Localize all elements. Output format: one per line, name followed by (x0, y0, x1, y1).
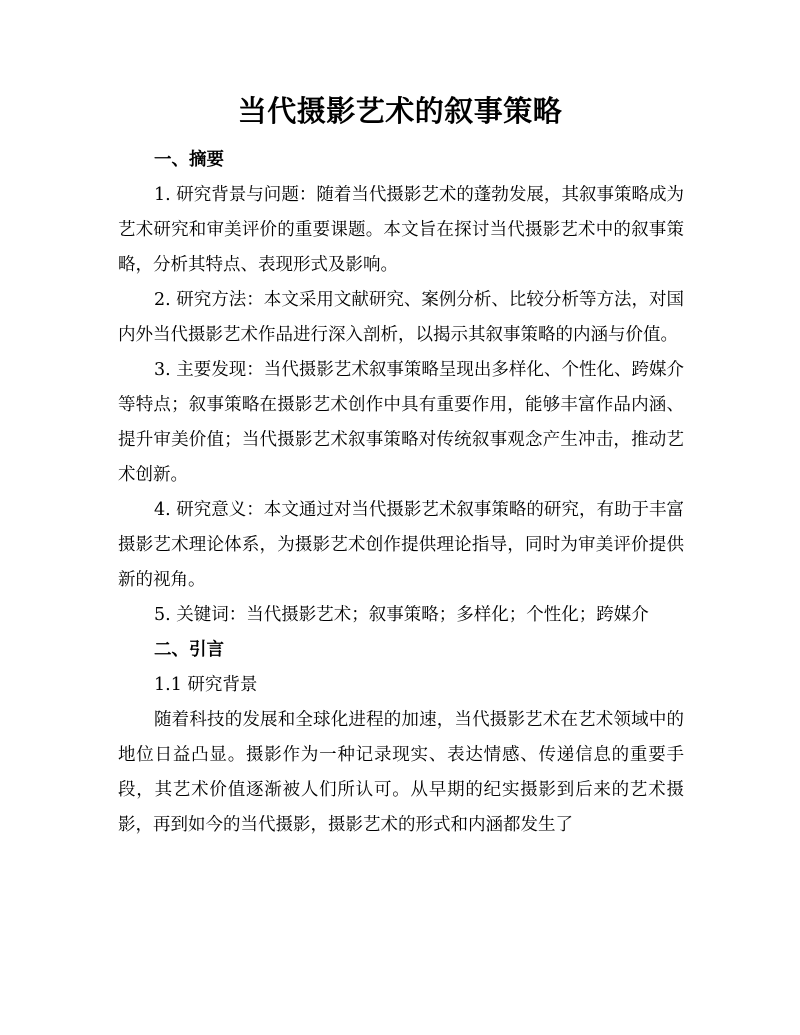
intro-paragraph: 随着科技的发展和全球化进程的加速，当代摄影艺术在艺术领域中的地位日益凸显。摄影作为一种记录现实、表达情感、传递信息的重要手段，其艺术价值逐渐被人们所认可。从早期的纪实摄影到后来的艺术摄影，再到如今的当代摄影，摄影艺术的形式和内涵都发生了 (118, 710, 684, 835)
abstract-item-keywords: 5. 关键词：当代摄影艺术；叙事策略；多样化；个性化；跨媒介 (154, 605, 649, 625)
document-title: 当代摄影艺术的叙事策略 (237, 94, 563, 128)
abstract-item-method: 2. 研究方法：本文采用文献研究、案例分析、比较分析等方法，对国内外当代摄影艺术作品进行深入剖析，以揭示其叙事策略的内涵与价值。 (118, 290, 684, 345)
document-body (118, 143, 684, 843)
abstract-item-findings: 3. 主要发现：当代摄影艺术叙事策略呈现出多样化、个性化、跨媒介等特点；叙事策略在摄影艺术创作中具有重要作用，能够丰富作品内涵、提升审美价值；当代摄影艺术叙事策略对传统叙事观念产生冲击，推动艺术创新。 (118, 360, 684, 485)
section-heading-abstract: 一、摘要 (154, 150, 224, 170)
section-heading-introduction: 二、引言 (154, 640, 224, 660)
abstract-item-significance: 4. 研究意义：本文通过对当代摄影艺术叙事策略的研究，有助于丰富摄影艺术理论体系，为摄影艺术创作提供理论指导，同时为审美评价提供新的视角。 (118, 500, 684, 590)
subsection-heading-background: 1.1 研究背景 (154, 675, 258, 695)
abstract-item-background: 1. 研究背景与问题：随着当代摄影艺术的蓬勃发展，其叙事策略成为艺术研究和审美评价的重要课题。本文旨在探讨当代摄影艺术中的叙事策略，分析其特点、表现形式及影响。 (118, 185, 684, 275)
